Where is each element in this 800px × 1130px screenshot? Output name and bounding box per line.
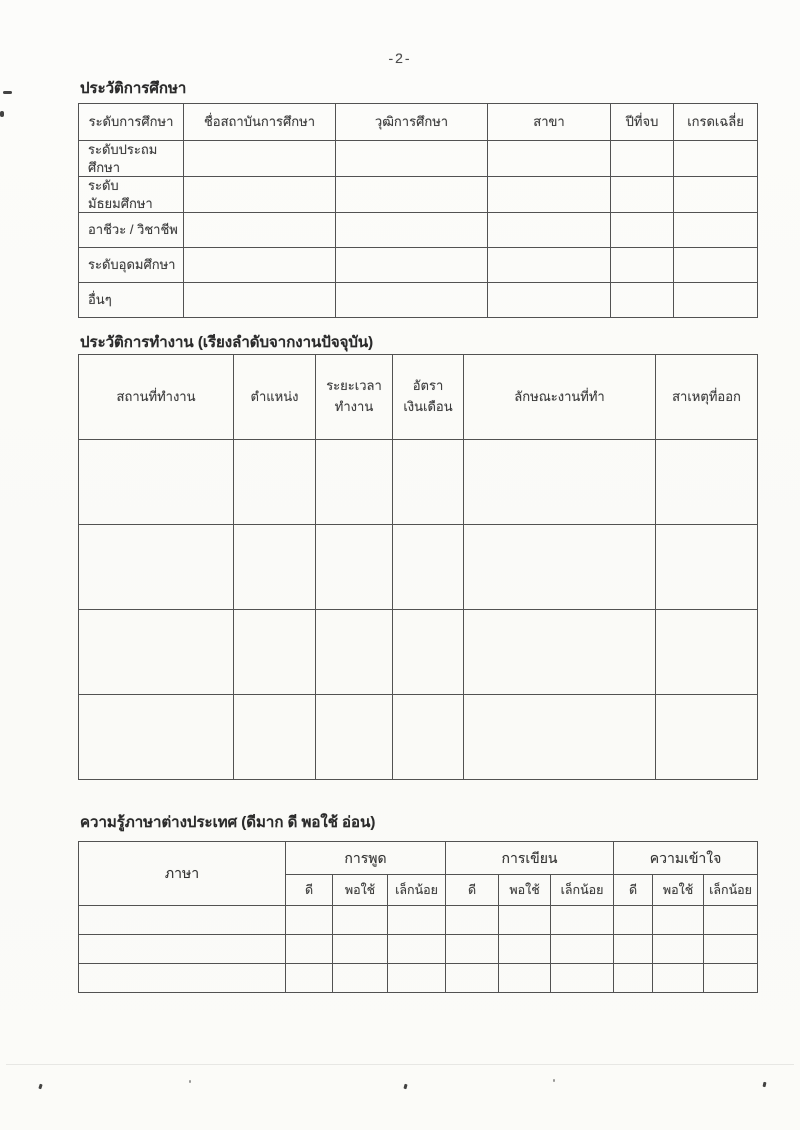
- language-section-title: ความรู้ภาษาต่างประเทศ (ดีมาก ดี พอใช้ อ่อน): [80, 814, 376, 831]
- empty-cell: [336, 248, 488, 283]
- work-header-salary-line1: อัตรา: [412, 378, 444, 394]
- empty-cell: [79, 440, 234, 525]
- empty-cell: [674, 177, 758, 213]
- work-header-salary: [393, 355, 464, 440]
- empty-cell: [79, 610, 234, 695]
- empty-cell: [286, 906, 333, 935]
- empty-cell: [388, 935, 446, 964]
- empty-cell: [336, 177, 488, 213]
- empty-cell: [333, 964, 388, 993]
- empty-cell: [446, 906, 499, 935]
- empty-cell: [393, 525, 464, 610]
- empty-cell: [653, 935, 704, 964]
- language-row: [79, 935, 758, 964]
- empty-cell: [79, 906, 286, 935]
- empty-cell: [393, 695, 464, 780]
- empty-cell: [336, 141, 488, 177]
- empty-cell: [488, 283, 611, 318]
- empty-cell: [316, 525, 393, 610]
- language-group-header-row: [79, 842, 758, 875]
- writing-fair: พอใช้: [499, 875, 551, 906]
- empty-cell: [499, 906, 551, 935]
- empty-cell: [488, 177, 611, 213]
- education-table: [78, 103, 758, 318]
- empty-cell: [464, 695, 656, 780]
- education-row-label: ระดับอุดมศึกษา: [79, 248, 184, 283]
- empty-cell: [184, 213, 336, 248]
- empty-cell: [551, 964, 614, 993]
- work-header-position: ตำแหน่ง: [234, 355, 316, 440]
- work-section-title: ประวัติการทำงาน (เรียงลำดับจากงานปัจจุบัน): [80, 334, 374, 351]
- language-header-writing: การเขียน: [446, 842, 614, 875]
- empty-cell: [234, 695, 316, 780]
- scan-artifact: [0, 111, 4, 117]
- empty-cell: [614, 964, 653, 993]
- scan-artifact: [38, 1084, 42, 1090]
- scan-artifact: [403, 1084, 407, 1090]
- understanding-little: เล็กน้อย: [704, 875, 758, 906]
- empty-cell: [551, 935, 614, 964]
- empty-cell: [464, 525, 656, 610]
- education-header-institution: ชื่อสถาบันการศึกษา: [184, 104, 336, 141]
- page-number: -2-: [388, 50, 412, 66]
- work-row: [79, 525, 758, 610]
- education-row-vocational: [79, 213, 758, 248]
- language-header-speaking: การพูด: [286, 842, 446, 875]
- scan-artifact: [553, 1079, 555, 1082]
- language-row: [79, 906, 758, 935]
- empty-cell: [611, 213, 674, 248]
- education-header-major: สาขา: [488, 104, 611, 141]
- education-header-row: [79, 104, 758, 141]
- work-header-duration: [316, 355, 393, 440]
- empty-cell: [286, 964, 333, 993]
- education-row-secondary: [79, 177, 758, 213]
- education-header-year: ปีที่จบ: [611, 104, 674, 141]
- work-header-salary-line2: เงินเดือน: [403, 399, 453, 414]
- empty-cell: [333, 906, 388, 935]
- empty-cell: [336, 283, 488, 318]
- empty-cell: [656, 610, 758, 695]
- empty-cell: [184, 177, 336, 213]
- empty-cell: [674, 283, 758, 318]
- empty-cell: [234, 525, 316, 610]
- speaking-good: ดี: [286, 875, 333, 906]
- writing-good: ดี: [446, 875, 499, 906]
- empty-cell: [488, 141, 611, 177]
- empty-cell: [184, 283, 336, 318]
- scan-artifact: [3, 91, 12, 94]
- empty-cell: [704, 906, 758, 935]
- empty-cell: [79, 695, 234, 780]
- empty-cell: [446, 935, 499, 964]
- empty-cell: [611, 177, 674, 213]
- work-row: [79, 695, 758, 780]
- education-row-other: [79, 283, 758, 318]
- empty-cell: [79, 525, 234, 610]
- understanding-good: ดี: [614, 875, 653, 906]
- empty-cell: [286, 935, 333, 964]
- empty-cell: [184, 248, 336, 283]
- empty-cell: [388, 964, 446, 993]
- empty-cell: [336, 213, 488, 248]
- empty-cell: [393, 440, 464, 525]
- education-header-degree: วุฒิการศึกษา: [336, 104, 488, 141]
- education-header-level: ระดับการศึกษา: [79, 104, 184, 141]
- empty-cell: [656, 695, 758, 780]
- scan-artifact: [763, 1082, 767, 1088]
- understanding-fair: พอใช้: [653, 875, 704, 906]
- language-row: [79, 964, 758, 993]
- empty-cell: [614, 906, 653, 935]
- empty-cell: [79, 935, 286, 964]
- empty-cell: [316, 610, 393, 695]
- empty-cell: [234, 440, 316, 525]
- language-header-understanding: ความเข้าใจ: [614, 842, 758, 875]
- education-row-label: ระดับประถมศึกษา: [79, 141, 184, 177]
- work-header-job-description: ลักษณะงานที่ทำ: [464, 355, 656, 440]
- work-header-duration-line2: ทำงาน: [334, 399, 374, 414]
- empty-cell: [653, 906, 704, 935]
- education-header-gpa: เกรดเฉลี่ย: [674, 104, 758, 141]
- work-row: [79, 610, 758, 695]
- empty-cell: [316, 695, 393, 780]
- empty-cell: [614, 935, 653, 964]
- education-row-higher: [79, 248, 758, 283]
- empty-cell: [499, 964, 551, 993]
- work-row: [79, 440, 758, 525]
- empty-cell: [446, 964, 499, 993]
- empty-cell: [234, 610, 316, 695]
- empty-cell: [704, 935, 758, 964]
- speaking-little: เล็กน้อย: [388, 875, 446, 906]
- empty-cell: [393, 610, 464, 695]
- empty-cell: [464, 610, 656, 695]
- scan-artifact: [189, 1080, 191, 1083]
- work-header-workplace: สถานที่ทำงาน: [79, 355, 234, 440]
- empty-cell: [611, 248, 674, 283]
- work-header-duration-line1: ระยะเวลา: [326, 378, 382, 394]
- empty-cell: [674, 248, 758, 283]
- empty-cell: [499, 935, 551, 964]
- language-table: [78, 841, 758, 993]
- empty-cell: [653, 964, 704, 993]
- empty-cell: [704, 964, 758, 993]
- empty-cell: [464, 440, 656, 525]
- speaking-fair: พอใช้: [333, 875, 388, 906]
- empty-cell: [674, 141, 758, 177]
- work-history-table: [78, 354, 758, 780]
- education-row-label: อื่นๆ: [79, 283, 184, 318]
- empty-cell: [551, 906, 614, 935]
- empty-cell: [488, 213, 611, 248]
- education-section-title: ประวัติการศึกษา: [80, 80, 187, 97]
- work-header-reason-leaving: สาเหตุที่ออก: [656, 355, 758, 440]
- empty-cell: [656, 525, 758, 610]
- empty-cell: [333, 935, 388, 964]
- empty-cell: [184, 141, 336, 177]
- writing-little: เล็กน้อย: [551, 875, 614, 906]
- empty-cell: [656, 440, 758, 525]
- empty-cell: [79, 964, 286, 993]
- empty-cell: [611, 141, 674, 177]
- empty-cell: [316, 440, 393, 525]
- empty-cell: [674, 213, 758, 248]
- education-row-label: อาชีวะ / วิชาชีพ: [79, 213, 184, 248]
- empty-cell: [388, 906, 446, 935]
- education-row-label: ระดับมัธยมศึกษา: [79, 177, 184, 213]
- education-row-primary: [79, 141, 758, 177]
- scan-fold-line: [6, 1064, 794, 1065]
- work-header-row: [79, 355, 758, 440]
- empty-cell: [611, 283, 674, 318]
- empty-cell: [488, 248, 611, 283]
- language-header-language: ภาษา: [79, 842, 286, 906]
